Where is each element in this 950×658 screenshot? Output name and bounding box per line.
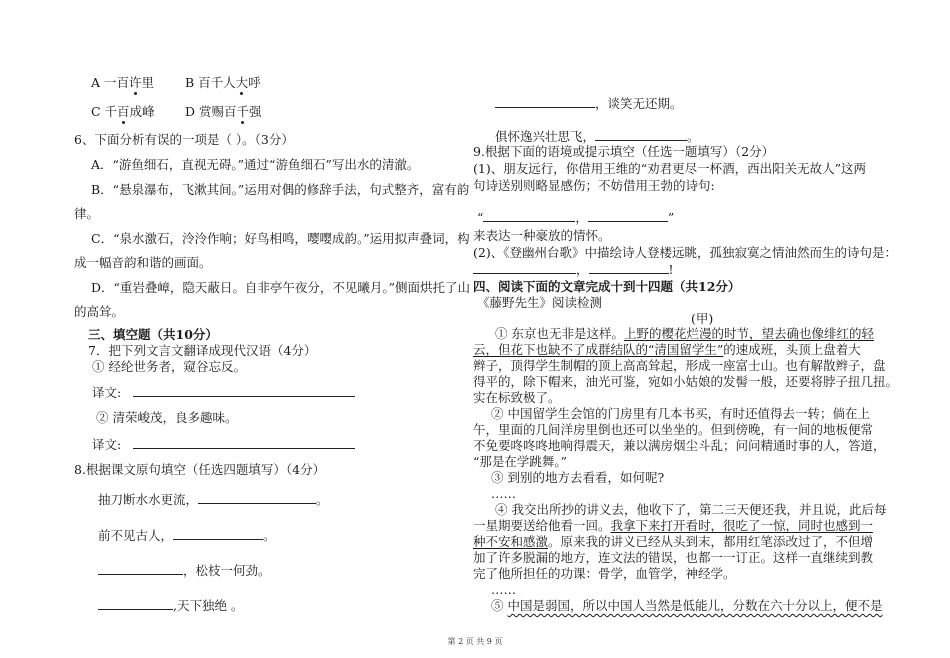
fill-line-4: ,天下独绝 。 bbox=[98, 597, 243, 614]
ellipsis-2: …… bbox=[491, 582, 516, 597]
para-1-line-2: 云，但花下也缺不了成群结队的“清国留学生”的速成班，头顶上盘着大 bbox=[473, 342, 861, 357]
answer-blank[interactable] bbox=[98, 597, 173, 610]
answer-blank[interactable] bbox=[133, 436, 355, 449]
q6-option-a: A．“游鱼细石，直视无碍。”通过“游鱼细石”写出水的清澈。 bbox=[91, 157, 420, 172]
underlined-text: 云，但花下也缺不了成群结队的“清国留学生” bbox=[473, 342, 724, 357]
option-b: B 百千人大呼 bbox=[185, 75, 261, 90]
para-1-line-5: 实在标致极了。 bbox=[473, 390, 561, 405]
q7-item-2: ② 清荣峻茂，良多趣味。 bbox=[96, 410, 238, 425]
translation-1: 译文: bbox=[92, 384, 355, 401]
question-7: 7．把下列文言文翻译成现代汉语（4分） bbox=[88, 343, 317, 358]
emphasis-char: 百 bbox=[117, 104, 130, 119]
para-1-line-4: 得平的，除下帽来，油光可鉴，宛如小姑娘的发髻一般，还要将脖子扭几扭。 bbox=[473, 374, 899, 389]
para-4-line-1: ④ 我交出所抄的讲义去，他收下了，第二三天便还我，并且说，此后每 bbox=[495, 502, 887, 517]
fill-line-6: 俱怀逸兴壮思飞， 。 bbox=[495, 129, 700, 144]
para-4-line-4: 加了许多脱漏的地方，连文法的错误，也都一一订正。这样一直继续到教 bbox=[473, 550, 874, 565]
answer-blank[interactable] bbox=[588, 209, 668, 222]
question-6: 6、下面分析有误的一项是（ ）。（3分） bbox=[74, 132, 294, 147]
page-footer: 第 2 页 共 9 页 bbox=[447, 637, 503, 646]
para-2-line-1: ② 中国留学生会馆的门房里有几本书买，有时还值得去一转；倘在上 bbox=[491, 406, 870, 421]
q9-item-2-answer: ， ! bbox=[473, 261, 674, 278]
para-4-line-2: 一星期要送给他看一回。我拿下来打开看时，很吃了一惊，同时也感到一 bbox=[473, 518, 874, 533]
emphasis-char: 大 bbox=[235, 75, 249, 90]
answer-blank[interactable] bbox=[495, 95, 595, 108]
option-c: C 千百成峰 bbox=[91, 104, 155, 119]
passage-label: (甲) bbox=[691, 311, 714, 326]
para-2-line-2: 午，里面的几间洋房里倒也还可以坐坐的。但到傍晚，有一间的地板便常 bbox=[473, 422, 874, 437]
reading-title: 《藤野先生》阅读检测 bbox=[477, 295, 603, 310]
answer-blank[interactable] bbox=[133, 384, 355, 397]
q9-item-1-cont: 句诗送别则略显感伤；不妨借用王勃的诗句: bbox=[473, 178, 715, 193]
answer-blank[interactable] bbox=[173, 527, 263, 540]
translation-2: 译文: bbox=[92, 436, 355, 453]
q6-option-d-cont: 的高耸。 bbox=[74, 304, 125, 319]
fill-line-5: ，谈笑无还期。 bbox=[495, 95, 683, 112]
answer-blank[interactable] bbox=[98, 562, 183, 575]
para-3: ③ 到别的地方去看看，如何呢? bbox=[491, 470, 665, 485]
para-5-line-1: ⑤ 中国是弱国，所以中国人当然是低能儿，分数在六十分以上，便不是 bbox=[491, 598, 883, 613]
para-4-line-5: 完了他所担任的功课：骨学，血管学，神经学。 bbox=[473, 566, 736, 581]
q9-item-2: (2)、《登幽州台歌》中描绘诗人登楼远眺，孤独寂寞之情油然而生的诗句是： bbox=[473, 245, 897, 260]
fill-line-2: 前不见古人， 。 bbox=[98, 528, 276, 543]
q6-option-c-cont: 成一幅音韵和谐的画面。 bbox=[74, 255, 212, 270]
q7-item-1: ① 经纶世务者，窥谷忘反。 bbox=[92, 359, 246, 374]
emphasis-char: 许 bbox=[129, 75, 142, 90]
q6-option-d: D．“重岩叠嶂，隐天蔽日。自非亭午夜分，不见曦月。”侧面烘托了山 bbox=[91, 280, 471, 295]
para-1-line-3: 辫子，顶得学生制帽的顶上高高耸起，形成一座富士山。也有解散辫子，盘 bbox=[473, 358, 886, 373]
option-d: D 赏赐百千强 bbox=[185, 104, 262, 119]
option-a: A 一百许里 bbox=[91, 75, 155, 90]
answer-blank[interactable] bbox=[595, 128, 687, 141]
fill-line-1: 抽刀断水水更流， 。 bbox=[98, 492, 329, 507]
answer-blank[interactable] bbox=[483, 209, 575, 222]
emphasis-char: 千 bbox=[236, 104, 250, 119]
para-4-line-3: 种不安和感激。原来我的讲义已经从头到末，都用红笔添改过了，不但增 bbox=[473, 534, 874, 549]
para-2-line-4: “那是在学跳舞。” bbox=[473, 454, 568, 469]
question-9: 9.根据下面的语境或提示填空（任选一题填写）（2分） bbox=[473, 144, 775, 159]
q9-item-1: (1)、朋友远行，你借用王维的“劝君更尽一杯酒，西出阳关无故人”这两 bbox=[473, 161, 866, 176]
q6-option-b: B．“悬泉瀑布，飞漱其间。”运用对偶的修辞手法，句式整齐，富有韵 bbox=[91, 182, 470, 197]
question-8: 8.根据课文原句填空（任选四题填写）（4分） bbox=[74, 462, 326, 477]
answer-blank[interactable] bbox=[198, 491, 316, 504]
answer-blank[interactable] bbox=[589, 261, 669, 274]
fill-line-3: ，松枝一何劲。 bbox=[98, 562, 271, 579]
para-2-line-3: 不免要咚咚咚地响得震天，兼以满房烟尘斗乱；问问精通时事的人，答道， bbox=[473, 438, 886, 453]
section-4-heading: 四、阅读下面的文章完成十到十四题（共12分） bbox=[473, 279, 741, 294]
q6-option-b-cont: 律。 bbox=[74, 206, 100, 221]
underlined-text: 种不安和感激 bbox=[473, 534, 549, 549]
underlined-text: 我拿下来打开看时，很吃了一惊，同时也感到一 bbox=[610, 518, 874, 533]
section-3-heading: 三、填空题（共10分） bbox=[88, 327, 218, 342]
q9-answer-line: “ ， ” bbox=[477, 210, 675, 225]
q9-item-1-end: 来表达一种豪放的情怀。 bbox=[473, 228, 611, 243]
ellipsis-1: …… bbox=[491, 486, 516, 501]
wavy-underlined-text: 中国是弱国，所以中国人当然是低能儿，分数在六十分以上，便不是 bbox=[507, 598, 883, 613]
q6-option-c: C．“泉水激石，泠泠作响；好鸟相鸣，嘤嘤成韵。”运用拟声叠词，构 bbox=[91, 231, 470, 246]
underlined-text: 上野的樱花烂漫的时节，望去确也像绯红的轻 bbox=[623, 326, 874, 341]
answer-blank[interactable] bbox=[473, 261, 576, 274]
para-1-line-1: ① 东京也无非是这样。上野的樱花烂漫的时节，望去确也像绯红的轻 bbox=[495, 326, 874, 341]
